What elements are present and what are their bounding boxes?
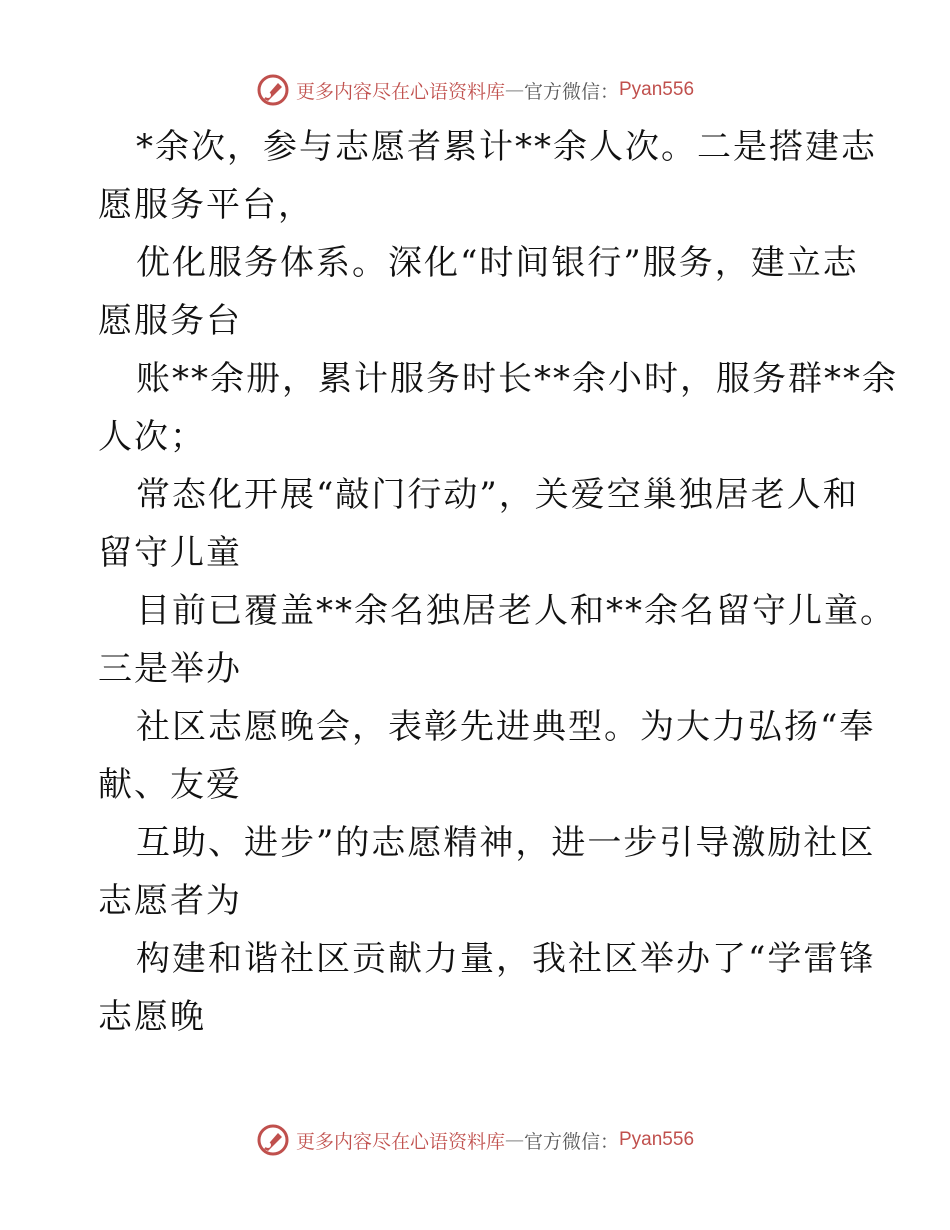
body-line: 社区志愿晚会，表彰先进典型。为大力弘扬“奉: [136, 707, 876, 747]
header-banner: [0, 70, 950, 110]
body-line: *余次，参与志愿者累计**余人次。二是搭建志: [136, 127, 877, 167]
footer-banner-wechat-label: 官方微信：: [523, 1130, 619, 1153]
body-line: 愿服务平台，: [98, 185, 314, 225]
body-line: 优化服务体系。深化“时间银行”服务，建立志: [136, 243, 859, 283]
footer-banner: [0, 1120, 950, 1160]
header-banner-title: 更多内容尽在心语资料库: [295, 80, 505, 103]
body-line: 账**余册，累计服务时长**余小时，服务群**余: [136, 359, 898, 399]
footer-banner-title: 更多内容尽在心语资料库: [295, 1130, 505, 1153]
header-banner-wechat-id: Pyan556: [619, 79, 695, 100]
document-body: [98, 118, 898, 1046]
body-line: 构建和谐社区贡献力量，我社区举办了“学雷锋: [136, 939, 876, 979]
body-line: 人次；: [98, 417, 206, 457]
body-line: 目前已覆盖**余名独居老人和**余名留守儿童。: [136, 591, 896, 631]
header-banner-dash: —: [504, 79, 524, 101]
body-line: 志愿者为: [98, 881, 242, 921]
footer-banner-wechat-id: Pyan556: [619, 1129, 695, 1150]
body-line: 三是举办: [98, 649, 242, 689]
footer-banner-dash: —: [504, 1129, 524, 1151]
pen-nib-logo-icon: [256, 73, 290, 107]
header-banner-wechat-label: 官方微信：: [523, 80, 619, 103]
body-line: 留守儿童: [98, 533, 242, 573]
body-line: 愿服务台: [98, 301, 242, 341]
body-line: 互助、进步”的志愿精神，进一步引导激励社区: [136, 823, 876, 863]
body-line: 献、友爱: [98, 765, 242, 805]
body-line: 志愿晚: [98, 997, 206, 1037]
pen-nib-logo-icon: [256, 1123, 290, 1157]
body-line: 常态化开展“敲门行动”，关爱空巢独居老人和: [136, 475, 859, 515]
